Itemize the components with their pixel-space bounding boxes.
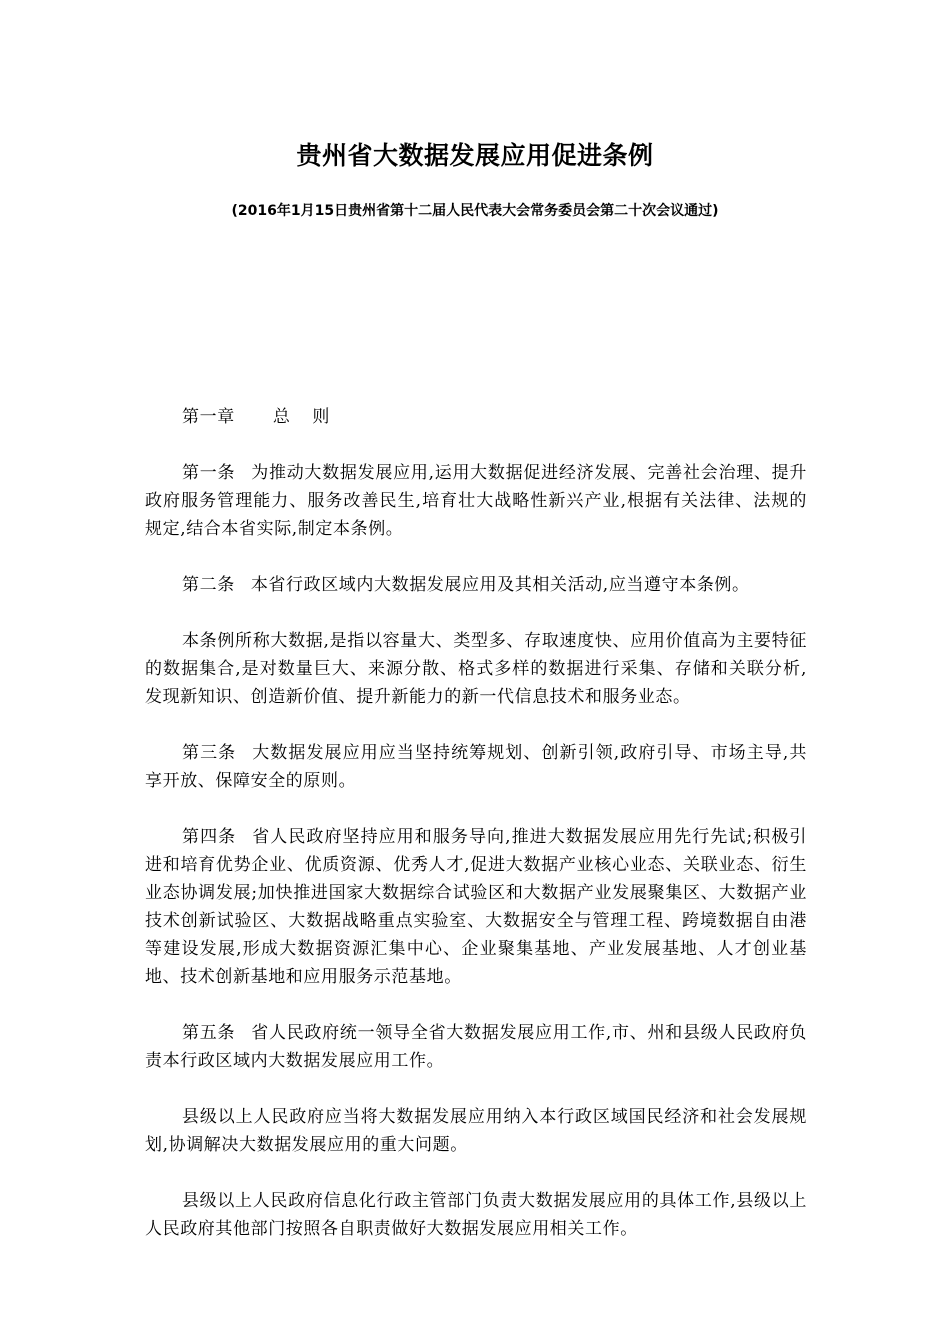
article-3-label: 第三条 bbox=[182, 743, 237, 763]
article-2 bbox=[145, 571, 807, 599]
article-4-label: 第四条 bbox=[182, 827, 237, 847]
article-5-label: 第五条 bbox=[182, 1023, 236, 1043]
article-2-label: 第二条 bbox=[182, 575, 235, 595]
article-4-text: 省人民政府坚持应用和服务导向,推进大数据发展应用先行先试;积极引进和培育优势企业、优质资源、优秀人才,促进大数据产业核心业态、关联业态、衍生业态协调发展;加快推进国家大数据综合试验区和大数据产业发展聚集区、大数据产业技术创新试验区、大数据战略重点实验室、大数据安全与管理工程、跨境数据自由港等建设发展,形成大数据资源汇集中心、企业聚集基地、产业发展基地、人才创业基地、技术创新基地和应用服务示范基地。 bbox=[145, 827, 807, 987]
document-body bbox=[145, 403, 807, 1271]
chapter-name-part1: 总 bbox=[272, 407, 291, 427]
article-3 bbox=[145, 739, 807, 795]
article-3-text: 大数据发展应用应当坚持统筹规划、创新引领,政府引导、市场主导,共享开放、保障安全的原则。 bbox=[145, 743, 807, 791]
article-2-text: 本省行政区域内大数据发展应用及其相关活动,应当遵守本条例。 bbox=[250, 575, 750, 595]
article-5-text: 省人民政府统一领导全省大数据发展应用工作,市、州和县级人民政府负责本行政区域内大数据发展应用工作。 bbox=[145, 1023, 807, 1071]
document-subtitle: (2016年1月15日贵州省第十二届人民代表大会常务委员会第二十次会议通过) bbox=[231, 203, 719, 219]
document-title: 贵州省大数据发展应用促进条例 bbox=[296, 141, 654, 170]
article-2-paragraph-2: 本条例所称大数据,是指以容量大、类型多、存取速度快、应用价值高为主要特征的数据集合,是对数量巨大、来源分散、格式多样的数据进行采集、存储和关联分析,发现新知识、创造新价值、提升新能力的新一代信息技术和服务业态。 bbox=[145, 631, 807, 707]
article-5 bbox=[145, 1019, 807, 1075]
chapter-name-part2: 则 bbox=[312, 407, 331, 427]
article-5-paragraph-3: 县级以上人民政府信息化行政主管部门负责大数据发展应用的具体工作,县级以上人民政府其他部门按照各自职责做好大数据发展应用相关工作。 bbox=[145, 1191, 807, 1239]
article-1-label: 第一条 bbox=[182, 463, 236, 483]
article-4 bbox=[145, 823, 807, 991]
article-5-paragraph-2: 县级以上人民政府应当将大数据发展应用纳入本行政区域国民经济和社会发展规划,协调解决大数据发展应用的重大问题。 bbox=[145, 1107, 807, 1155]
chapter-number: 第一章 bbox=[182, 407, 235, 427]
article-1 bbox=[145, 459, 807, 543]
chapter-heading bbox=[145, 403, 807, 431]
article-1-text: 为推动大数据发展应用,运用大数据促进经济发展、完善社会治理、提升政府服务管理能力、服务改善民生,培育壮大战略性新兴产业,根据有关法律、法规的规定,结合本省实际,制定本条例。 bbox=[145, 463, 807, 539]
